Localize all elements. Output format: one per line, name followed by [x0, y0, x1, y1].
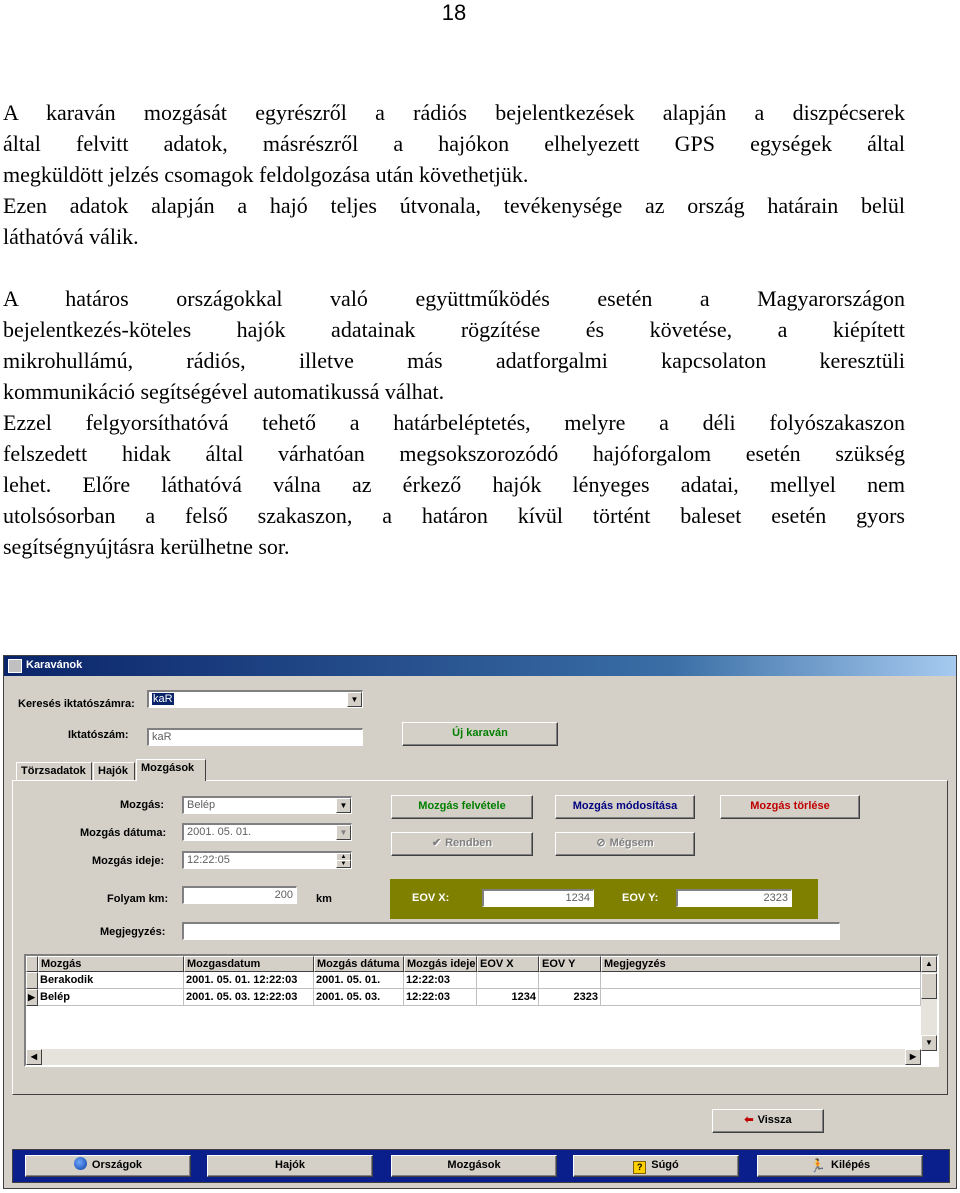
sugo-button[interactable] [573, 1155, 739, 1177]
iktatoszam-input[interactable]: kaR [147, 728, 363, 746]
grid-header-megjegyzes[interactable]: Megjegyzés [601, 956, 921, 972]
eov-panel [390, 879, 818, 919]
datum-label: Mozgás dátuma: [80, 827, 167, 839]
orszagok-label: Országok [91, 1159, 143, 1171]
mozgas-combo[interactable] [182, 796, 352, 814]
paragraph-line: lehet. Előre láthatóvá válna az érkező hajók lényeges adatai, mellyel nem [3, 472, 905, 497]
exit-running-man-icon: 🏃 [809, 1158, 827, 1173]
grid-header-mozgas[interactable]: Mozgás [38, 956, 184, 972]
row-indicator [26, 972, 38, 989]
table-cell[interactable]: 2001. 05. 01. [314, 972, 404, 989]
cancel-icon: ⊘ [596, 837, 606, 849]
paragraph-line: bejelentkezés-köteles hajók adatainak rögzítése és követése, a kiépített [3, 317, 905, 342]
table-cell[interactable]: Belép [38, 989, 184, 1006]
hajok-button[interactable]: Hajók [207, 1155, 373, 1177]
paragraph-line: Ezen adatok alapján a hajó teljes útvonala, tevékenysége az ország határain belül [3, 193, 905, 218]
mozgas-felvetele-button[interactable]: Mozgás felvétele [391, 795, 533, 819]
paragraph-line: által felvitt adatok, másrészről a hajókon elhelyezett GPS egységek által [3, 131, 905, 156]
table-cell[interactable] [601, 972, 921, 989]
mozgas-torlese-button[interactable]: Mozgás törlése [720, 795, 860, 819]
mozgas-value: Belép [187, 799, 216, 811]
table-cell[interactable]: 2001. 05. 01. 12:22:03 [184, 972, 314, 989]
grid-header-eovy[interactable]: EOV Y [539, 956, 601, 972]
tab-torzsadatok[interactable]: Törzsadatok [16, 762, 92, 781]
window-title: Karavánok [26, 659, 83, 671]
folyam-label: Folyam km: [107, 893, 169, 905]
chevron-down-icon[interactable]: ▼ [347, 692, 362, 707]
grid-vertical-scrollbar[interactable] [921, 956, 937, 1051]
mozgas-modositasa-button[interactable]: Mozgás módosítása [555, 795, 695, 819]
help-icon: ? [633, 1161, 646, 1174]
paragraph-line: felszedett hidak által várhatóan megsokszorozódó hajóforgalom esetén szükség [3, 441, 905, 466]
tab-mozgasok[interactable]: Mozgások [136, 759, 206, 781]
paragraph-line: kommunikáció segítségével automatikussá válhat. [3, 379, 445, 404]
scroll-up-icon[interactable]: ▲ [921, 956, 937, 972]
page-number: 18 [441, 0, 467, 25]
table-cell[interactable]: Berakodik [38, 972, 184, 989]
folyam-input[interactable]: 200 [182, 886, 297, 904]
eovy-label: EOV Y: [622, 892, 659, 904]
new-caravan-button[interactable]: Új karaván [402, 722, 558, 746]
paragraph-2 [3, 283, 905, 562]
back-arrow-icon: ⬅ [744, 1114, 754, 1126]
current-row-arrow-icon: ▶ [26, 989, 38, 1006]
kilepes-label: Kilépés [831, 1159, 871, 1171]
search-combo[interactable] [147, 690, 363, 708]
table-cell[interactable]: 2001. 05. 03. 12:22:03 [184, 989, 314, 1006]
ido-label: Mozgás ideje: [92, 855, 165, 867]
tab-hajok[interactable]: Hajók [93, 762, 135, 781]
km-unit: km [316, 893, 332, 905]
paragraph-line: segítségnyújtásra kerülhetne sor. [3, 534, 290, 559]
grid-header-datum[interactable]: Mozgás dátuma [314, 956, 404, 972]
kilepes-button[interactable] [757, 1155, 923, 1177]
chevron-down-icon[interactable]: ▼ [336, 798, 351, 813]
scroll-left-icon[interactable]: ◀ [26, 1049, 42, 1065]
eovx-label: EOV X: [412, 892, 450, 904]
eovx-input[interactable]: 1234 [482, 889, 594, 907]
grid-header-mozgasdatum[interactable]: Mozgasdatum [184, 956, 314, 972]
spin-up-icon[interactable]: ▲ [336, 853, 351, 861]
mozgas-label: Mozgás: [120, 799, 164, 811]
rendben-button[interactable] [391, 832, 533, 856]
scroll-right-icon[interactable]: ▶ [905, 1049, 921, 1065]
vissza-button[interactable] [712, 1109, 824, 1133]
karavanok-window [3, 655, 957, 1189]
ido-value: 12:22:05 [187, 854, 230, 866]
datum-picker[interactable] [182, 823, 352, 841]
table-cell[interactable] [539, 972, 601, 989]
paragraph-line: mikrohullámú, rádiós, illetve más adatforgalmi kapcsolaton keresztüli [3, 348, 905, 373]
megjegyzes-input[interactable] [182, 922, 840, 940]
scroll-thumb[interactable] [921, 973, 937, 999]
table-cell[interactable] [477, 972, 539, 989]
datum-value: 2001. 05. 01. [187, 826, 252, 838]
rendben-label: Rendben [445, 837, 493, 849]
chevron-down-icon[interactable]: ▼ [336, 825, 351, 840]
globe-icon [74, 1157, 87, 1170]
grid-horizontal-scrollbar[interactable] [26, 1049, 921, 1065]
sugo-label: Súgó [651, 1159, 679, 1171]
megsem-label: Mégsem [609, 837, 654, 849]
paragraph-line: láthatóvá válik. [3, 224, 139, 249]
paragraph-line: Ezzel felgyorsíthatóvá tehető a határbeléptetés, melyre a déli folyószakaszon [3, 410, 905, 435]
table-cell[interactable]: 2323 [539, 989, 601, 1006]
search-label: Keresés iktatószámra: [18, 698, 135, 710]
paragraph-line: megküldött jelzés csomagok feldolgozása után követhetjük. [3, 162, 529, 187]
spin-down-icon[interactable]: ▼ [336, 860, 351, 868]
search-value: kaR [153, 693, 173, 705]
scroll-down-icon[interactable]: ▼ [921, 1035, 937, 1051]
mozgasok-button[interactable]: Mozgások [391, 1155, 557, 1177]
iktatoszam-label: Iktatószám: [68, 729, 129, 741]
window-titlebar[interactable] [4, 656, 956, 676]
grid-header-ido[interactable]: Mozgás ideje [404, 956, 477, 972]
table-cell[interactable]: 12:22:03 [404, 972, 477, 989]
paragraph-line: A határos országokkal való együttműködés esetén a Magyarországon [3, 286, 905, 311]
vissza-label: Vissza [757, 1114, 792, 1126]
table-cell[interactable]: 12:22:03 [404, 989, 477, 1006]
paragraph-1 [3, 97, 905, 252]
checkmark-icon: ✔ [431, 837, 442, 849]
grid-header-eovx[interactable]: EOV X [477, 956, 539, 972]
orszagok-button[interactable] [25, 1155, 191, 1177]
megjegyzes-label: Megjegyzés: [100, 926, 166, 938]
eovy-input[interactable]: 2323 [676, 889, 792, 907]
paragraph-line: utolsósorban a felső szakaszon, a határon kívül történt baleset esetén gyors [3, 503, 905, 528]
grid-corner [26, 956, 38, 972]
bottom-navigation-bar [12, 1149, 950, 1183]
paragraph-line: A karaván mozgását egyrészről a rádiós bejelentkezések alapján a diszpécserek [3, 100, 905, 125]
table-cell[interactable] [601, 989, 921, 1006]
table-cell[interactable]: 1234 [477, 989, 539, 1006]
mozgasok-grid[interactable] [24, 954, 939, 1067]
table-cell[interactable]: 2001. 05. 03. [314, 989, 404, 1006]
ido-spinner[interactable] [182, 851, 352, 869]
app-icon [8, 659, 22, 673]
megsem-button[interactable] [555, 832, 695, 856]
